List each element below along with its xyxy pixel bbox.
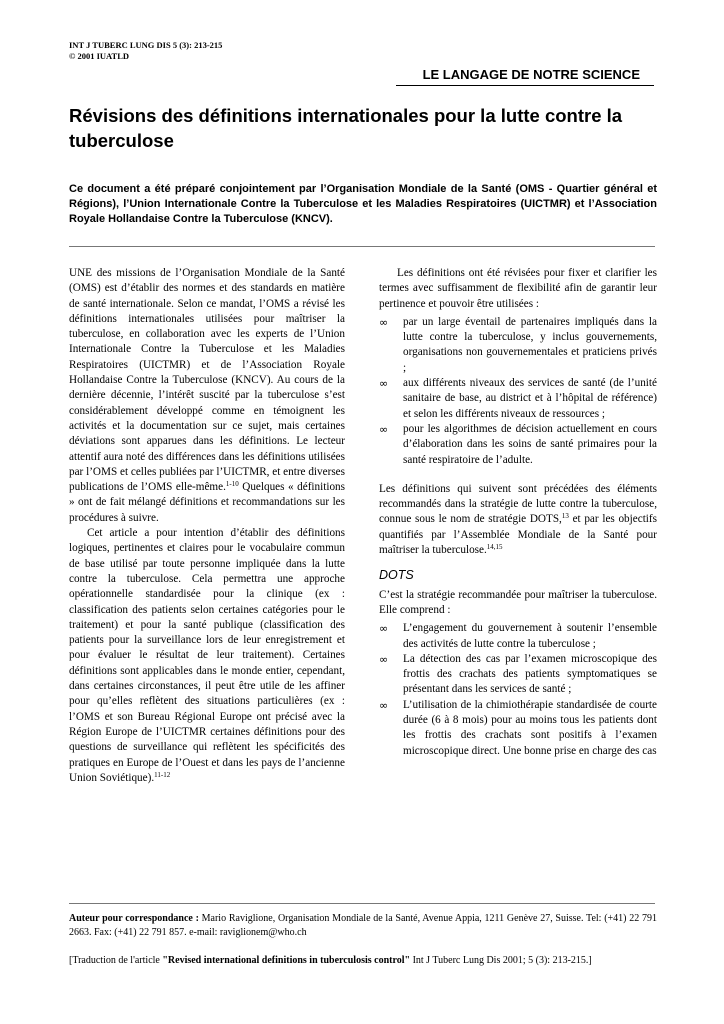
list-item-text: La détection des cas par l’examen microscopique des frottis des crachats des patients symptomatiques se présentant dans les services de santé ; [403, 652, 657, 696]
intro-text: UNE des missions de l’Organisation Mondiale de la Santé (OMS) est d’établir des normes et des standards en matière de santé internationale. Selon ce mandat, l’OMS a révisé les définitions internationales utilisées pour maîtriser la tuberculose, en collaboration avec les experts de l’Union Internationale Contre la Tuberculose et les Maladies Respiratoires (UICTMR) et de l’Association Royale Hollandaise Contre la Tuberculose (KNCV). Au cours de la dernière décennie, l’intérêt suscité par la tuberculose s’est considérablement développé comme en témoignent les activités et la documentation sur ce sujet, mais certaines déviations sont apparues dans les définitions. Le lecteur attentif aura noté des différences dans les définitions utilisées par l’OMS et celles publiées par l’UICTMR, et entre diverses publications de l’OMS elle-même. [69, 267, 345, 494]
infinity-bullet-icon: ∞ [379, 422, 389, 436]
list-item-text: L’utilisation de la chimiothérapie standardisée de courte durée (6 à 8 mois) pour au moins tous les patients dont les frottis des crachats sont positifs à l’examen microscopique direct. Une bonne prise en charge des cas [403, 698, 657, 757]
copyright: © 2001 IUATLD [69, 51, 130, 61]
left-column [69, 266, 345, 786]
purpose-text: Cet article a pour intention d’établir des définitions logiques, pertinentes et claires pour le vocabulaire commun de base utilisé par toute personne impliquée dans la lutte contre la tuberculose. Cela permettra une approche opérationnelle standardisée pour la clinique (ex : classification des patients selon certaines catégories pour le traitement) et pour la santé publique (classification des patients pour la surveillance lors de leur enregistrement et pour évaluer le résultat de leur traitement). Certaines définitions sont applicables dans le monde entier, cependant, dans certaines circonstances, il peut être utile de les affiner pour qu’elles reflètent des situations particulières (ex : l’OMS et son Bureau Régional Europe ont précisé avec la Région Europe de l’UICTMR certaines définitions pour des questions de surveillance qui reflètent les spécificités des pratiques en Europe de l’Ouest et dans les pays de l’ancienne Union Soviétique). [69, 527, 345, 784]
dots-strategy-text-cont: et par les objectifs quantifiés par l’Assemblée Mondiale de la Santé pour maîtriser la tuberculose. [379, 513, 657, 557]
list-item-text: aux différents niveaux des services de santé (de l’unité sanitaire de base, au district et à l’hôpital de référence) et selon les différents niveaux de ressources ; [403, 377, 657, 420]
list-item [379, 376, 657, 422]
paragraph-intro [69, 266, 345, 526]
reference-marker: 1-10 [225, 480, 239, 489]
reference-marker: 11-12 [154, 770, 171, 779]
preparation-note: Ce document a été préparé conjointement par l’Organisation Mondiale de la Santé (OMS - Quartier général et Régions), l’Union Internationale Contre la Tuberculose et les Maladies Respiratoires (UICTMR) et l’Association Royale Hollandaise Contre la Tuberculose (KNCV). [69, 183, 657, 225]
journal-issue: INT J TUBERC LUNG DIS 5 (3): 213-215 [69, 40, 223, 50]
translation-note [69, 954, 659, 968]
infinity-bullet-icon: ∞ [379, 652, 389, 666]
dots-heading: DOTS [379, 568, 414, 583]
paragraph-revisions: Les définitions ont été révisées pour fixer et clarifier les termes avec suffisamment de flexibilité afin de garantir leur pertinence et pouvoir être utilisées : [379, 267, 657, 310]
translation-prefix: [Traduction de l'article [69, 955, 163, 966]
article-title: Révisions des définitions internationales pour la lutte contre la tuberculose [69, 105, 623, 151]
original-title: "Revised international definitions in tuberculosis control" [162, 955, 411, 966]
list-item-text: par un large éventail de partenaires impliqués dans la lutte contre la tuberculose, y inclus gouvernements, organisations non gouvernementales et praticiens privés ; [403, 315, 657, 374]
list-item-text: pour les algorithmes de décision actuellement en cours d’élaboration dans les soins de santé primaires pour la santé respiratoire de l’adulte. [403, 422, 657, 466]
dots-list [379, 621, 657, 759]
journal-citation [69, 40, 222, 62]
list-item [379, 652, 657, 698]
dots-strategy-text: Les définitions qui suivent sont précédées des éléments recommandés dans la stratégie de lutte contre la tuberculose, connue sous le nom de stratégie DOTS, [379, 482, 657, 526]
dots-intro: C’est la stratégie recommandée pour maîtriser la tuberculose. Elle comprend : [379, 588, 657, 616]
infinity-bullet-icon: ∞ [379, 377, 389, 391]
reference-marker: 13 [561, 512, 569, 521]
reference-marker: 14,15 [486, 543, 503, 552]
paragraph-purpose [69, 526, 345, 786]
section-heading: LE LANGAGE DE NOTRE SCIENCE [422, 67, 640, 82]
author-correspondence [69, 912, 657, 940]
list-item [379, 422, 657, 468]
spacer [379, 468, 657, 482]
list-item [379, 621, 657, 652]
infinity-bullet-icon: ∞ [379, 315, 389, 329]
list-item [379, 698, 657, 759]
infinity-bullet-icon: ∞ [379, 622, 389, 636]
right-column [379, 266, 657, 759]
header-divider [69, 246, 655, 247]
intro-text-cont: Quelques « définitions » ont de fait mélangé définitions et recommandations sur les procédures à suivre. [69, 481, 345, 524]
section-rule [396, 85, 654, 86]
list-item [379, 315, 657, 376]
paragraph-dots-strategy [379, 482, 657, 558]
list-item-text: L’engagement du gouvernement à soutenir l’ensemble des activités de lutte contre la tuberculose ; [403, 622, 657, 650]
author-label: Auteur pour correspondance : [69, 913, 199, 924]
infinity-bullet-icon: ∞ [379, 698, 389, 712]
translation-citation: Int J Tuberc Lung Dis 2001; 5 (3): 213-215.] [410, 955, 592, 966]
usage-list [379, 315, 657, 468]
author-details: Mario Raviglione, Organisation Mondiale de la Santé, Avenue Appia, 1211 Genève 27, Suisse. Tel: (+41) 22 791 2663. Fax: (+41) 22 791 857. e-mail: raviglionem@who.ch [69, 913, 657, 938]
footer-divider [69, 903, 655, 904]
